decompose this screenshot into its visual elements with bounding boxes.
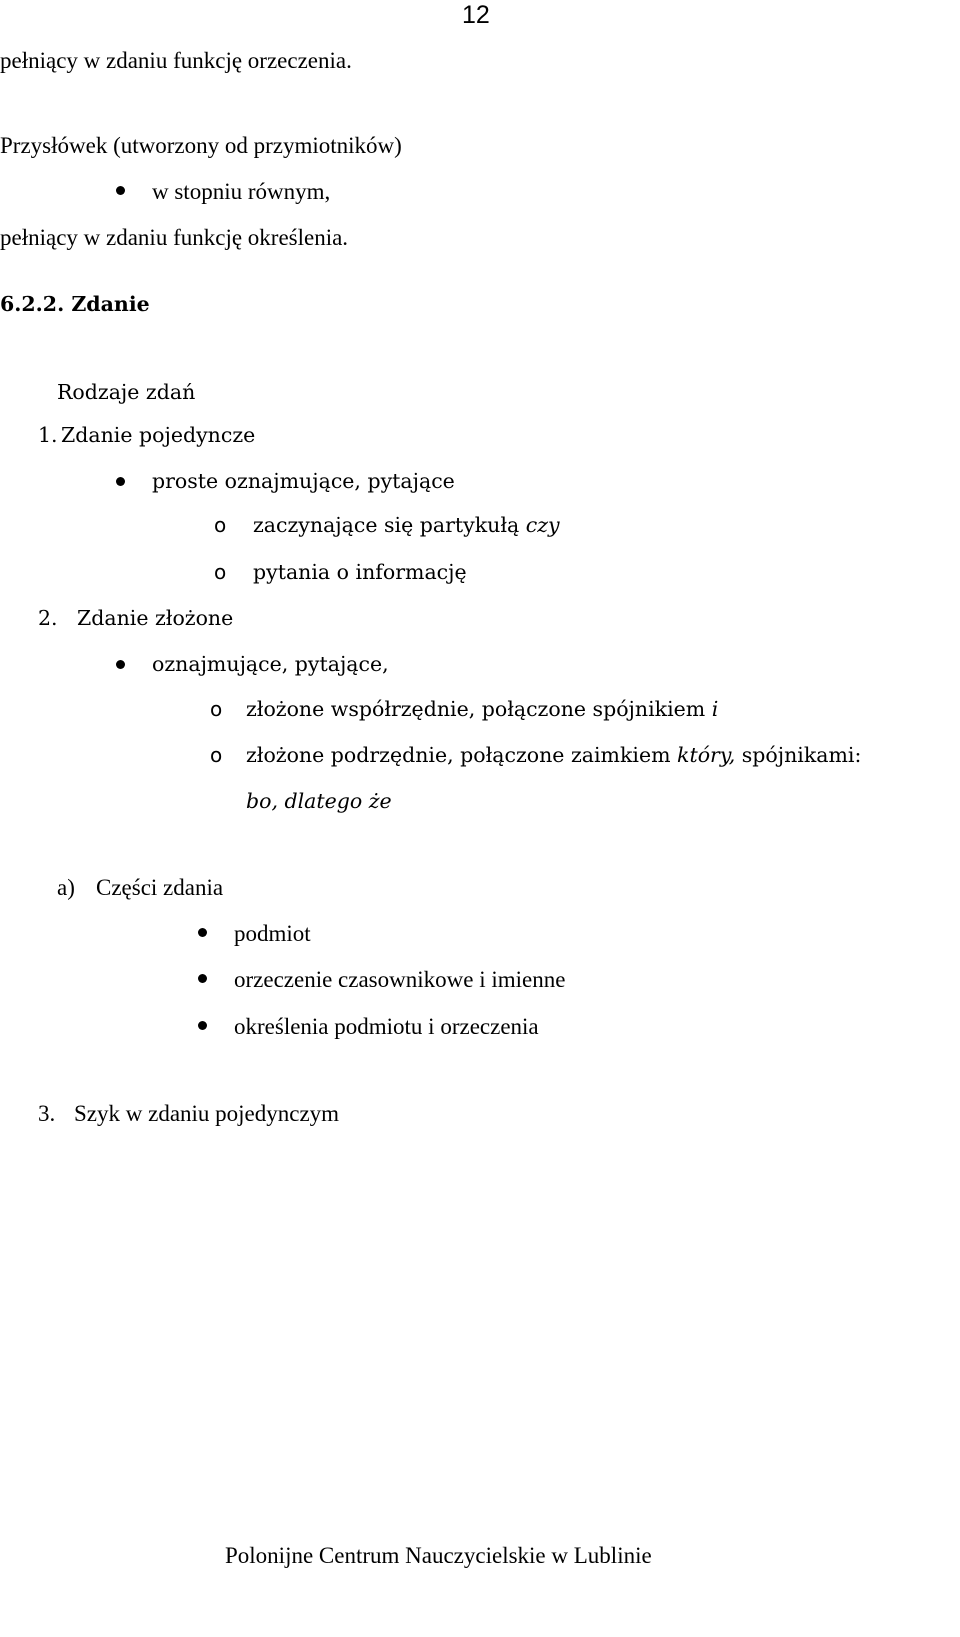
bullet-icon	[198, 974, 207, 983]
parts-label: Części zdania	[96, 875, 224, 900]
circle-bullet-icon: o	[214, 513, 227, 537]
bullet-icon	[116, 477, 125, 486]
complex-bullet-text: oznajmujące, pytające,	[152, 652, 389, 676]
list-marker-a: a)	[57, 875, 75, 900]
circle-bullet-icon: o	[210, 697, 223, 721]
page-footer: Polonijne Centrum Nauczycielskie w Lublinie	[225, 1543, 652, 1568]
complex-sub-item-b-continuation: bo, dlatego że	[246, 789, 392, 813]
adverb-title: Przysłówek (utworzony od przymiotników)	[0, 133, 402, 158]
circle-bullet-icon: o	[210, 743, 223, 767]
page-number: 12	[462, 1, 490, 29]
bullet-icon	[198, 928, 207, 937]
text-line-predicate: pełniący w zdaniu funkcję orzeczenia.	[0, 48, 352, 73]
bullet-icon	[116, 660, 125, 669]
parts-item: orzeczenie czasownikowe i imienne	[234, 967, 566, 992]
word-order-label: Szyk w zdaniu pojedynczym	[74, 1101, 340, 1126]
simple-sentence-label: Zdanie pojedyncze	[61, 423, 256, 447]
list-number-1: 1.	[38, 423, 58, 447]
simple-sub-item-a: zaczynające się partykułą czy	[253, 513, 560, 537]
subheading: Rodzaje zdań	[57, 380, 196, 404]
circle-bullet-icon: o	[214, 560, 227, 584]
parts-item: podmiot	[234, 921, 311, 946]
complex-sub-item-b: złożone podrzędnie, połączone zaimkiem który, spójnikami:	[246, 743, 862, 767]
bullet-icon	[198, 1021, 207, 1030]
list-number-3: 3.	[38, 1101, 56, 1126]
adverb-bullet-text: w stopniu równym,	[152, 179, 331, 204]
section-heading: 6.2.2. Zdanie	[0, 292, 150, 316]
simple-bullet-text: proste oznajmujące, pytające	[152, 469, 455, 493]
text-line-attribute: pełniący w zdaniu funkcję określenia.	[0, 225, 349, 250]
list-number-2: 2.	[38, 606, 58, 630]
complex-sentence-label: Zdanie złożone	[77, 606, 234, 630]
simple-sub-item-b: pytania o informację	[253, 560, 467, 584]
bullet-icon	[116, 186, 125, 195]
parts-item: określenia podmiotu i orzeczenia	[234, 1014, 539, 1039]
complex-sub-item-a: złożone współrzędnie, połączone spójnikiem i	[246, 697, 719, 721]
